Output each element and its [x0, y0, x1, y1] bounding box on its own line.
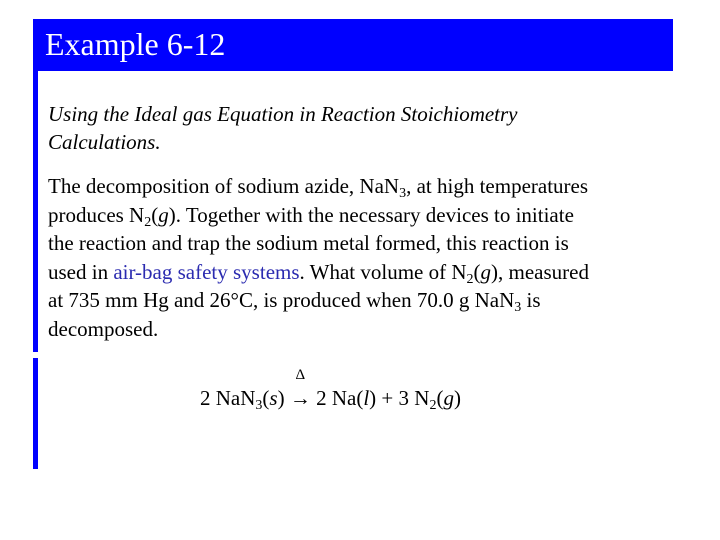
body-line-6: decomposed. — [48, 316, 159, 341]
subtitle-line-1: Using the Ideal gas Equation in Reaction Stoichiometry — [48, 102, 518, 126]
body-line-4: used in air-bag safety systems. What volume of $N_2(g)$, measured — [48, 259, 589, 287]
air-bag-link[interactable]: air-bag safety systems — [113, 259, 300, 284]
reaction-equation: 2 NaN$_3$(s) Δ → 2 Na(l) + 3 $N_2(g)$ — [200, 367, 461, 413]
body-line-1: The decomposition of sodium azide, NaN$_3$, at high temperatures — [48, 174, 589, 201]
left-accent-rule — [33, 19, 38, 469]
heat-delta-symbol: Δ — [295, 367, 306, 383]
slide-title: Example 6-12 — [45, 26, 226, 62]
body-line-5: at 735 mm Hg and 26°C, is produced when 70.0 g NaN$_3$ is — [48, 288, 541, 315]
problem-statement — [48, 172, 688, 343]
title-bar — [35, 19, 673, 71]
reaction-arrow — [289, 367, 311, 412]
slide-subtitle — [48, 100, 668, 156]
subtitle-line-2: Calculations. — [48, 130, 161, 154]
body-line-2: produces $N_2(g)$. Together with the necessary devices to initiate — [48, 202, 574, 230]
body-line-3: the reaction and trap the sodium metal formed, this reaction is — [48, 231, 569, 255]
left-rule-gap — [33, 352, 38, 358]
arrow-icon: → — [289, 386, 311, 410]
